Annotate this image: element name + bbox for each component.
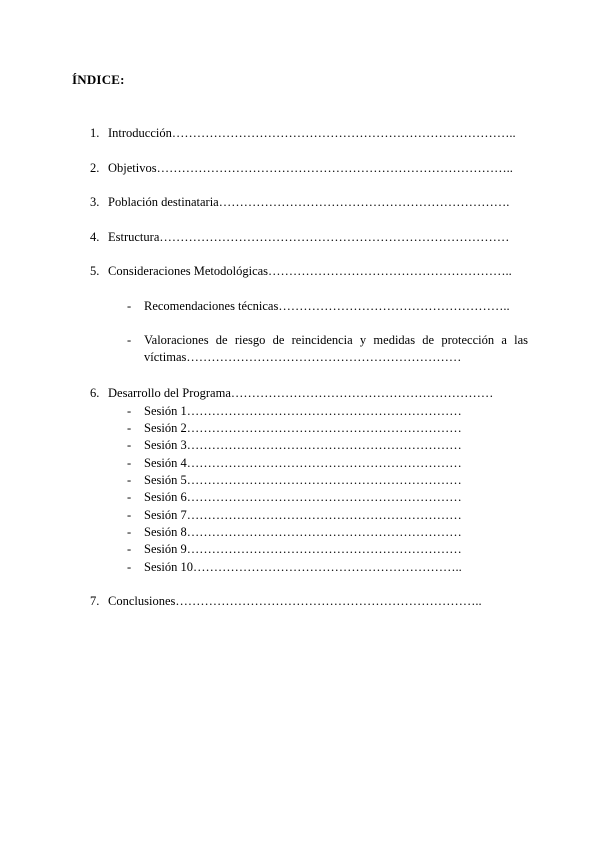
- toc-label-text: Sesión 9: [144, 542, 187, 556]
- toc-leader-dots: …………………………………………………………: [186, 350, 462, 364]
- toc-number: 7.: [90, 594, 100, 608]
- toc-label: [144, 507, 462, 523]
- toc-label: [144, 541, 462, 557]
- toc-label: [108, 125, 516, 141]
- toc-label: [144, 559, 462, 575]
- toc-leader-dots: …………………………………………………………: [186, 404, 462, 418]
- toc-leader-dots: …………………………………………………………: [186, 456, 462, 470]
- toc-leader-dots: ………………………………………………………………………..: [171, 126, 516, 140]
- toc-label: [144, 298, 510, 314]
- toc-label: [144, 420, 462, 436]
- toc-leader-dots: ………………………………………………………: [230, 386, 494, 400]
- toc-label-text: Conclusiones: [108, 594, 176, 608]
- toc-label-text: Sesión 6: [144, 490, 187, 504]
- toc-leader-dots: …………………………………………………………: [186, 525, 462, 539]
- toc-bullet: -: [127, 456, 132, 470]
- toc-bullet: -: [127, 333, 132, 347]
- toc-label-text: Sesión 7: [144, 508, 187, 522]
- toc-leader-dots: …………………………………………………………: [186, 473, 462, 487]
- toc-bullet: -: [127, 404, 132, 418]
- toc-label-text: Recomendaciones técnicas: [144, 299, 279, 313]
- toc-bullet: -: [127, 490, 132, 504]
- toc-bullet: -: [127, 560, 132, 574]
- toc-bullet: -: [127, 508, 132, 522]
- toc-leader-dots: …………………………………………………………………………: [159, 230, 510, 244]
- toc-label-text: Desarrollo del Programa: [108, 386, 231, 400]
- toc-label-text: Estructura: [108, 230, 160, 244]
- toc-label-text: Sesión 4: [144, 456, 187, 470]
- toc-leader-dots: …………………………………………………………: [186, 490, 462, 504]
- toc-label-text: Valoraciones de riesgo de reincidencia y medidas de protección a las víctimas: [144, 333, 528, 364]
- toc-label-text: Sesión 3: [144, 438, 187, 452]
- toc-leader-dots: …………………………………………………..: [268, 264, 512, 278]
- toc-leader-dots: …………………………………………………………: [186, 438, 462, 452]
- page-title: ÍNDICE:: [72, 72, 125, 87]
- toc-number: 4.: [90, 230, 100, 244]
- toc-label: [108, 263, 512, 279]
- toc-bullet: -: [127, 473, 132, 487]
- toc-label: [108, 194, 509, 210]
- toc-label: [108, 593, 482, 609]
- toc-label-text: Objetivos: [108, 161, 157, 175]
- toc-label: [144, 332, 528, 366]
- toc-label: [108, 160, 513, 176]
- toc-leader-dots: ………………………………………………………..: [192, 560, 462, 574]
- toc-leader-dots: …………………………………………………………….: [218, 195, 510, 209]
- toc-leader-dots: …………………………………………………………: [186, 421, 462, 435]
- toc-bullet: -: [127, 525, 132, 539]
- toc-label-text: Sesión 10: [144, 560, 193, 574]
- toc-label: [108, 229, 509, 245]
- toc-leader-dots: …………………………………………………………: [186, 542, 462, 556]
- toc-number: 5.: [90, 264, 100, 278]
- toc-leader-dots: ………………………………………………..: [278, 299, 510, 313]
- toc-leader-dots: ………………………………………………………………..: [175, 594, 482, 608]
- toc-label-text: Consideraciones Metodológicas: [108, 264, 269, 278]
- toc-label: [144, 524, 462, 540]
- toc-number: 3.: [90, 195, 100, 209]
- toc-label: [144, 403, 462, 419]
- toc-leader-dots: …………………………………………………………………………..: [156, 161, 513, 175]
- toc-label: [144, 455, 462, 471]
- toc-number: 6.: [90, 386, 100, 400]
- toc-label: [144, 437, 462, 453]
- toc-bullet: -: [127, 438, 132, 452]
- toc-label-text: Sesión 5: [144, 473, 187, 487]
- toc-bullet: -: [127, 542, 132, 556]
- toc-label: [144, 489, 462, 505]
- toc-label-text: Población destinataria: [108, 195, 219, 209]
- toc-number: 2.: [90, 161, 100, 175]
- toc-label-text: Sesión 8: [144, 525, 187, 539]
- toc-number: 1.: [90, 126, 100, 140]
- toc-label-text: Introducción: [108, 126, 172, 140]
- toc-leader-dots: …………………………………………………………: [186, 508, 462, 522]
- toc-bullet: -: [127, 421, 132, 435]
- toc-label: [108, 385, 493, 401]
- toc-bullet: -: [127, 299, 132, 313]
- toc-label-text: Sesión 2: [144, 421, 187, 435]
- toc-label-text: Sesión 1: [144, 404, 187, 418]
- toc-label: [144, 472, 462, 488]
